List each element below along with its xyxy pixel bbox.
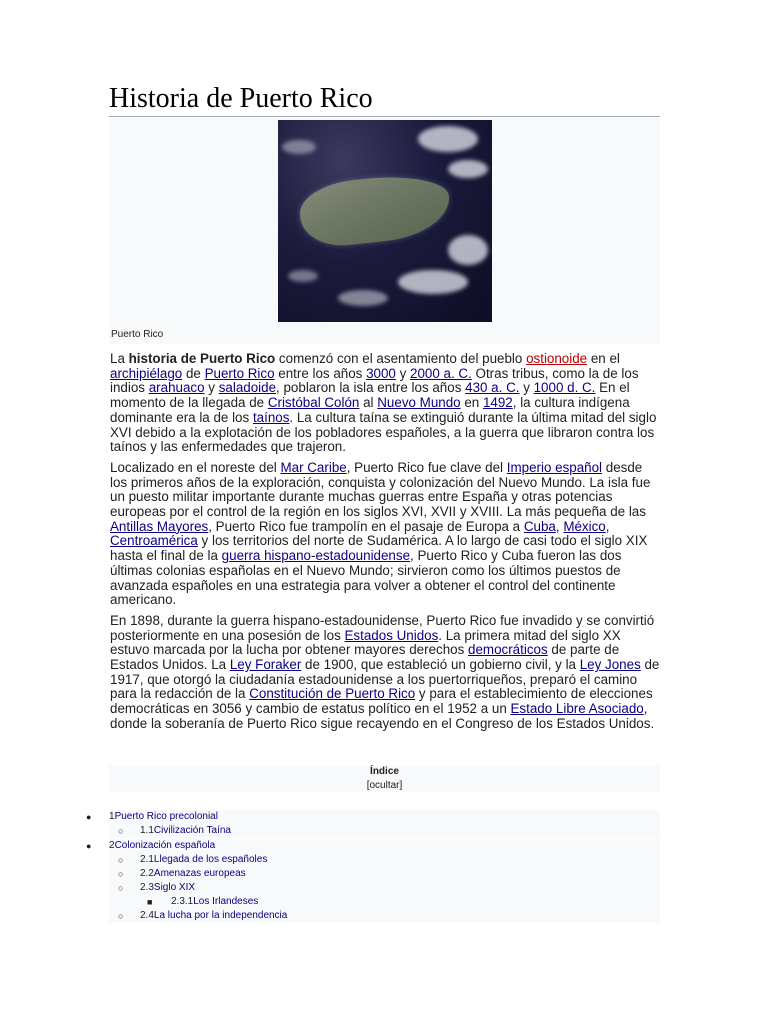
text-run: . La primera mitad del siglo XX estuvo marcada por la lucha por obtener mayores derechos	[110, 627, 621, 658]
toc-item[interactable]	[80, 853, 660, 867]
wiki-link[interactable]: democráticos	[468, 642, 548, 658]
text-run: ,	[605, 518, 610, 534]
paragraph	[110, 461, 660, 608]
wiki-link[interactable]: Centroamérica	[110, 533, 198, 549]
wiki-link[interactable]: Antillas Mayores	[110, 518, 209, 534]
toc-link[interactable]: Llegada de los españoles	[153, 854, 268, 865]
toc-number: 1.1	[140, 825, 154, 836]
toc-title: Índice	[370, 766, 399, 777]
text-run: . La cultura taína se extinguió durante la última mitad del siglo XVI debido a la explotación de los pobladores españoles, a la guerra que libraron contra los taínos y las enfermedades que trajeron.	[110, 409, 657, 455]
toc-link[interactable]: La lucha por la independencia	[153, 910, 288, 921]
wiki-link[interactable]: Ley Jones	[579, 657, 641, 673]
text-run: y los territorios del norte de Sudamérica. A lo largo de casi todo el siglo XIX hasta el final de la	[110, 533, 648, 564]
toc-number: 2	[109, 840, 115, 851]
wiki-link[interactable]: 3000	[366, 365, 396, 381]
wiki-link[interactable]: guerra hispano-estadounidense	[221, 548, 411, 564]
wiki-link[interactable]: 430 a. C.	[465, 380, 520, 396]
text-run: , poblaron la isla entre los años	[276, 380, 466, 396]
text-run: desde los primeros años de la exploración, conquista y colonización del Nuevo Mundo. La isla fue un puesto militar importante durante muchas guerras entre España y otras potencias europeas por el control de la región en los siglos XVI, XVII y XVIII. La más pequeña de las	[110, 459, 651, 520]
text-run: En 1898, durante la guerra hispano-estadounidense, Puerto Rico fue invadido y se convirtió posteriormente en una posesión de los	[110, 612, 655, 643]
text-run: de parte de Estados Unidos. La	[110, 642, 620, 673]
thumbnail-figure	[109, 118, 660, 344]
wiki-link[interactable]: Estados Unidos	[344, 627, 439, 643]
toc-item[interactable]	[80, 881, 660, 895]
toc-bullet-icon: ○	[118, 855, 124, 865]
toc-number: 2.1	[140, 854, 154, 865]
text-run: , la cultura indígena dominante era la de los	[110, 395, 630, 425]
wiki-link[interactable]: Puerto Rico	[204, 365, 275, 381]
wiki-link[interactable]: saladoide	[218, 380, 277, 396]
wiki-link[interactable]: México	[563, 518, 606, 534]
text-run: de 1900, que estableció un gobierno civil, y la	[301, 657, 580, 673]
text-run: ,	[555, 518, 564, 534]
text-run: de	[182, 365, 205, 381]
wiki-link[interactable]: ostionoide	[526, 351, 588, 366]
text-run: comenzó con el asentamiento del pueblo	[275, 351, 527, 366]
toc-item[interactable]	[80, 810, 660, 824]
toc-link[interactable]: Colonización española	[114, 840, 216, 851]
toc-item[interactable]	[80, 909, 660, 923]
toc-number: 2.2	[140, 868, 154, 879]
toc-item[interactable]	[80, 839, 660, 853]
page-title: Historia de Puerto Rico	[109, 82, 660, 117]
wiki-link[interactable]: 2000 a. C.	[410, 365, 472, 381]
text-run: y para el establecimiento de elecciones democráticas en 3056 y cambio de estatus político en el 1952 a un	[110, 686, 653, 717]
toc-number: 2.3	[140, 882, 154, 893]
wiki-link[interactable]: Nuevo Mundo	[377, 395, 461, 411]
toc-bullet-icon: ●	[86, 812, 92, 822]
wiki-link[interactable]: 1000 d. C.	[533, 380, 596, 396]
toc-link[interactable]: Siglo XIX	[153, 882, 196, 893]
toc-item[interactable]	[80, 895, 660, 909]
text-run: La	[110, 351, 129, 366]
text-run: entre los años	[274, 365, 367, 381]
toc-number: 2.3.1	[171, 896, 194, 907]
toc-number: 1	[109, 811, 115, 822]
toc-item[interactable]	[80, 824, 660, 838]
article-body	[110, 352, 660, 738]
toc-number: 2.4	[140, 910, 154, 921]
text-run: y	[204, 380, 219, 396]
wiki-link[interactable]: Cristóbal Colón	[267, 395, 360, 411]
wiki-link[interactable]: Estado Libre Asociado	[510, 701, 644, 717]
text-run: en el	[587, 351, 620, 366]
paragraph	[110, 614, 660, 732]
toc-bullet-icon: ○	[118, 911, 124, 921]
wiki-link[interactable]: Mar Caribe	[280, 459, 347, 475]
text-run: Localizado en el noreste del	[110, 459, 281, 475]
toc-toggle-link[interactable]: [ocultar]	[366, 780, 403, 791]
wiki-link[interactable]: 1492	[482, 395, 513, 411]
toc-link[interactable]: Civilización Taína	[153, 825, 231, 836]
wiki-link[interactable]: arahuaco	[148, 380, 205, 396]
text-run: , Puerto Rico fue clave del	[346, 459, 507, 475]
toc-header	[109, 766, 660, 792]
toc-link[interactable]: Los Irlandeses	[193, 896, 259, 907]
toc-link[interactable]: Amenazas europeas	[153, 868, 246, 879]
toc-bullet-icon: ○	[118, 883, 124, 893]
wiki-link[interactable]: archipiélago	[110, 365, 183, 381]
toc-bullet-icon: ■	[147, 897, 153, 907]
text-run: En el momento de la llegada de	[110, 380, 630, 411]
text-run: , Puerto Rico fue trampolín en el pasaje de Europa a	[208, 518, 524, 534]
text-run: de 1917, que otorgó la ciudadanía estadounidense a los puertorriqueños, preparó el camino para la redacción de la	[110, 657, 660, 702]
text-run: al	[359, 395, 378, 411]
text-run: y	[519, 380, 534, 396]
wiki-link[interactable]: taínos	[252, 409, 290, 425]
toc-item[interactable]	[80, 867, 660, 881]
text-run: , donde la soberanía de Puerto Rico sigue recayendo en el Congreso de los Estados Unidos.	[110, 701, 655, 731]
wiki-link[interactable]: Imperio español	[506, 459, 603, 475]
text-run: Otras tribus, como la de los indios	[110, 365, 639, 396]
text-run: en	[460, 395, 483, 411]
satellite-image[interactable]	[278, 120, 492, 322]
wiki-link[interactable]: Cuba	[523, 518, 556, 534]
toc-bullet-icon: ●	[86, 841, 92, 851]
bold-term: historia de Puerto Rico	[128, 351, 276, 366]
paragraph	[110, 352, 660, 455]
wiki-link[interactable]: Constitución de Puerto Rico	[249, 686, 416, 702]
toc-bullet-icon: ○	[118, 826, 124, 836]
text-run: y	[395, 365, 411, 381]
text-run: , Puerto Rico y Cuba fueron las dos últimas colonias españolas en el Nuevo Mundo; sirvieron como los últimos puestos de avanzada españoles en una estrategia para volver a obtener el control del continente americano.	[110, 548, 622, 608]
toc-bullet-icon: ○	[118, 869, 124, 879]
toc-link[interactable]: Puerto Rico precolonial	[114, 811, 218, 822]
image-caption: Puerto Rico	[111, 329, 164, 340]
wiki-link[interactable]: Ley Foraker	[229, 657, 302, 673]
